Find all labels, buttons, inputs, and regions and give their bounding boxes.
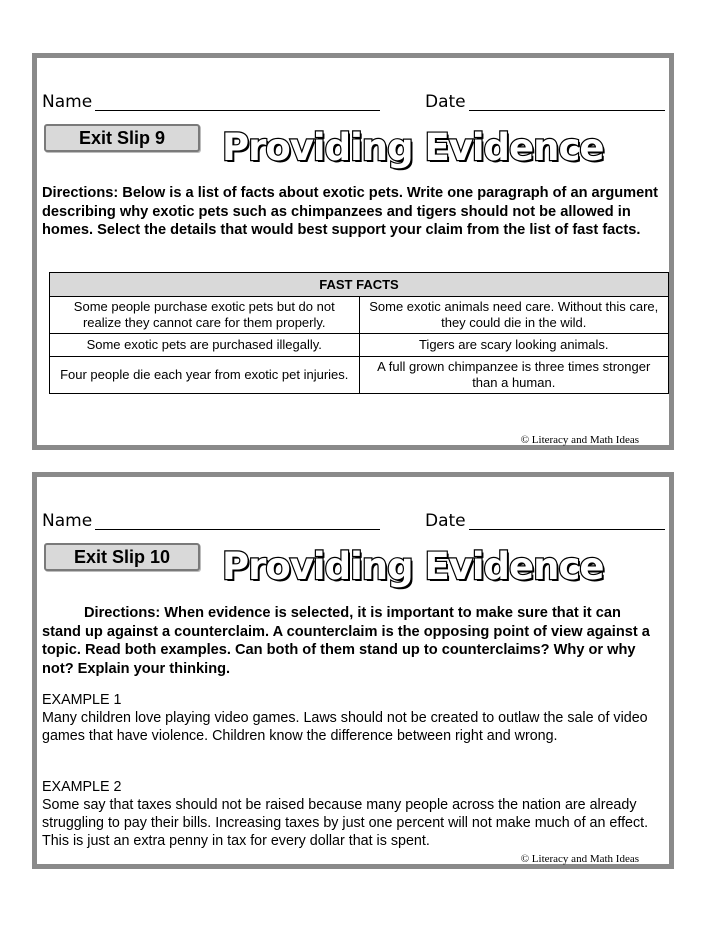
fact-cell: Some exotic pets are purchased illegally. [50, 334, 360, 357]
fact-cell: Tigers are scary looking animals. [359, 334, 669, 357]
table-row [50, 297, 669, 334]
exit-slip-9-card [32, 53, 674, 450]
copyright-text: © Literacy and Math Ideas [520, 853, 639, 865]
date-label: Date [425, 511, 466, 531]
date-blank-line[interactable] [469, 529, 665, 530]
name-label: Name [42, 92, 93, 112]
exit-slip-10-card [32, 472, 674, 869]
slip-title: Providing Evidence [222, 545, 604, 588]
directions-text: Directions: Below is a list of facts about exotic pets. Write one paragraph of an argument describing why exotic pets such as chimpanzees and tigers should not be allowed in homes. Select the details that would best support your claim from the list of fast facts. [42, 185, 659, 238]
copyright-text: © Literacy and Math Ideas [520, 434, 639, 446]
name-label: Name [42, 511, 93, 531]
name-blank-line[interactable] [95, 110, 380, 111]
name-date-row [42, 511, 664, 533]
example-1-text: Many children love playing video games. Laws should not be created to outlaw the sale of video games that have violence. Children know the difference between right and wrong. [42, 710, 648, 744]
date-blank-line[interactable] [469, 110, 665, 111]
fact-cell: Some people purchase exotic pets but do not realize they cannot care for them properly. [50, 297, 360, 334]
example-1-title: EXAMPLE 1 [42, 692, 122, 708]
table-row [50, 357, 669, 394]
directions-text: Directions: When evidence is selected, it is important to make sure that it can stand up against a counterclaim. A counterclaim is the opposing point of view against a topic. Read both examples. Can both of them stand up to counterclaims? Why or why not? Explain your thinking. [42, 605, 650, 677]
fact-cell: A full grown chimpanzee is three times stronger than a human. [359, 357, 669, 394]
name-blank-line[interactable] [95, 529, 380, 530]
exit-slip-label: Exit Slip 9 [44, 124, 200, 152]
fast-facts-table [49, 272, 669, 394]
fact-cell: Some exotic animals need care. Without this care, they could die in the wild. [359, 297, 669, 334]
example-2-title: EXAMPLE 2 [42, 779, 122, 795]
slip-title: Providing Evidence [222, 126, 604, 169]
table-row [50, 334, 669, 357]
date-label: Date [425, 92, 466, 112]
example-2-text: Some say that taxes should not be raised because many people across the nation are already struggling to pay their bills. Increasing taxes by just one percent will not make much of an effect. This is just an extra penny in tax for every dollar that is spent. [42, 797, 649, 849]
fast-facts-header: FAST FACTS [50, 273, 669, 297]
example-2 [42, 778, 667, 850]
exit-slip-label: Exit Slip 10 [44, 543, 200, 571]
name-date-row [42, 92, 664, 114]
example-1 [42, 691, 667, 745]
fact-cell: Four people die each year from exotic pet injuries. [50, 357, 360, 394]
